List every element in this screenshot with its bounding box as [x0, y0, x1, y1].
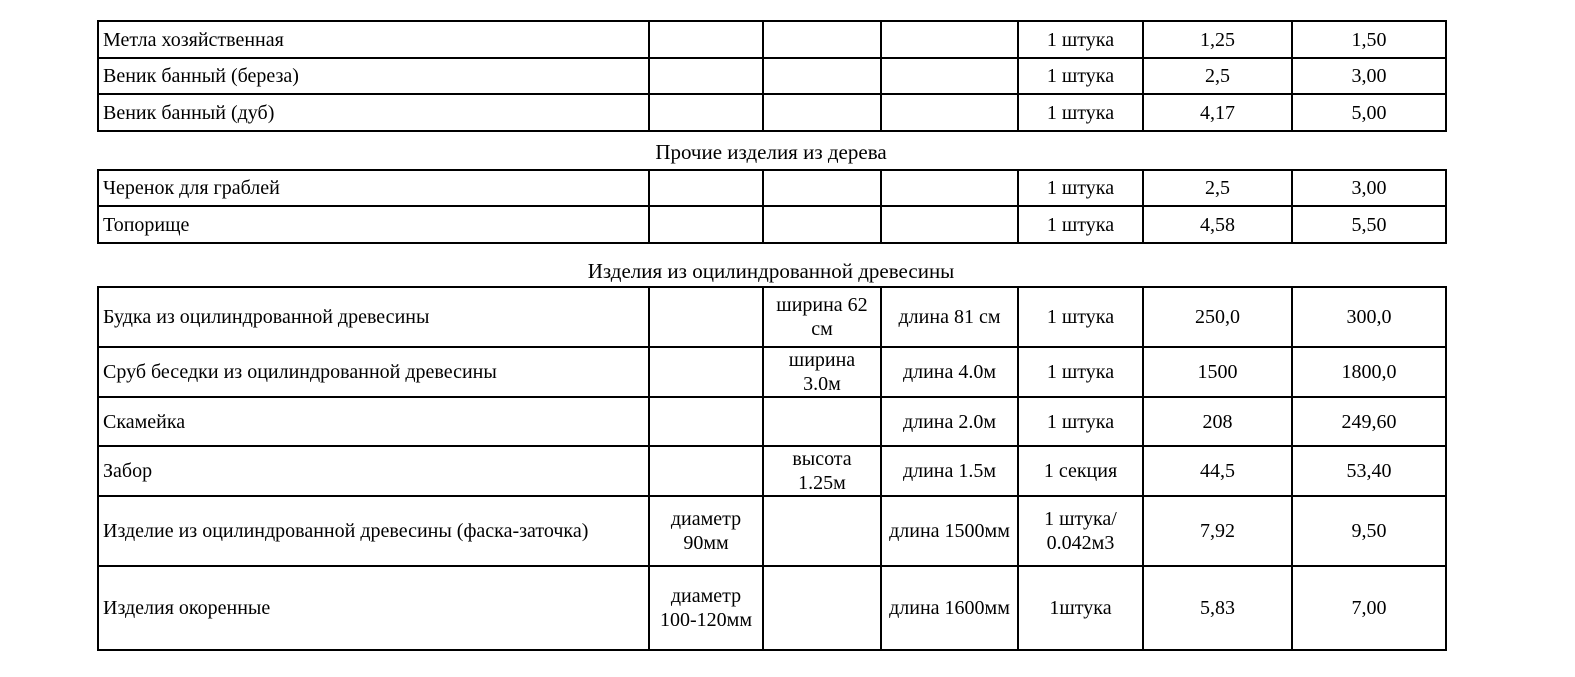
unit-cell: 1 штука	[1018, 206, 1143, 243]
length-cell: длина 2.0м	[881, 397, 1018, 446]
price-cell: 7,92	[1143, 496, 1292, 566]
length-cell	[881, 94, 1018, 131]
price-cell: 44,5	[1143, 446, 1292, 496]
diameter-cell	[649, 397, 763, 446]
length-cell: длина 1500мм	[881, 496, 1018, 566]
length-cell: длина 1.5м	[881, 446, 1018, 496]
length-cell	[881, 206, 1018, 243]
price-cell: 5,83	[1143, 566, 1292, 650]
price-with-vat-cell: 5,00	[1292, 94, 1446, 131]
price-cell: 2,5	[1143, 58, 1292, 94]
width-cell	[763, 566, 881, 650]
diameter-cell	[649, 170, 763, 206]
price-with-vat-cell: 3,00	[1292, 170, 1446, 206]
unit-cell: 1 штука	[1018, 347, 1143, 397]
width-cell	[763, 170, 881, 206]
price-with-vat-cell: 7,00	[1292, 566, 1446, 650]
table-row	[98, 206, 1446, 243]
item-name-cell: Скамейка	[98, 397, 649, 446]
item-name-cell: Метла хозяйственная	[98, 21, 649, 58]
table-row	[98, 58, 1446, 94]
diameter-cell	[649, 287, 763, 347]
price-cell: 2,5	[1143, 170, 1292, 206]
price-cell: 250,0	[1143, 287, 1292, 347]
table-row	[98, 170, 1446, 206]
item-name-cell: Топорище	[98, 206, 649, 243]
width-cell: ширина 3.0м	[763, 347, 881, 397]
table-row	[98, 397, 1446, 446]
item-name-cell: Изделие из оцилиндрованной древесины (фаска-заточка)	[98, 496, 649, 566]
width-cell	[763, 94, 881, 131]
table-brooms	[97, 20, 1445, 132]
price-with-vat-cell: 53,40	[1292, 446, 1446, 496]
width-cell	[763, 58, 881, 94]
diameter-cell	[649, 94, 763, 131]
item-name-cell: Сруб беседки из оцилиндрованной древесины	[98, 347, 649, 397]
length-cell: длина 81 см	[881, 287, 1018, 347]
table-rounded-timber	[97, 286, 1445, 651]
section-title-other-wood: Прочие изделия из дерева	[655, 140, 887, 164]
width-cell	[763, 206, 881, 243]
unit-cell: 1 секция	[1018, 446, 1143, 496]
item-name-cell: Забор	[98, 446, 649, 496]
diameter-cell: диаметр 100-120мм	[649, 566, 763, 650]
width-cell	[763, 397, 881, 446]
length-cell: длина 4.0м	[881, 347, 1018, 397]
item-name-cell: Черенок для граблей	[98, 170, 649, 206]
price-with-vat-cell: 300,0	[1292, 287, 1446, 347]
section-title-rounded-timber: Изделия из оцилиндрованной древесины	[587, 259, 955, 283]
diameter-cell	[649, 21, 763, 58]
price-with-vat-cell: 9,50	[1292, 496, 1446, 566]
diameter-cell	[649, 347, 763, 397]
item-name-cell: Веник банный (дуб)	[98, 94, 649, 131]
price-cell: 4,17	[1143, 94, 1292, 131]
price-cell: 1,25	[1143, 21, 1292, 58]
table-row	[98, 21, 1446, 58]
table-row	[98, 287, 1446, 347]
table-row	[98, 566, 1446, 650]
price-with-vat-cell: 5,50	[1292, 206, 1446, 243]
unit-cell: 1 штука	[1018, 21, 1143, 58]
table-row	[98, 347, 1446, 397]
unit-cell: 1 штука	[1018, 94, 1143, 131]
item-name-cell: Изделия окоренные	[98, 566, 649, 650]
price-with-vat-cell: 249,60	[1292, 397, 1446, 446]
diameter-cell	[649, 446, 763, 496]
price-cell: 4,58	[1143, 206, 1292, 243]
price-with-vat-cell: 1800,0	[1292, 347, 1446, 397]
width-cell	[763, 496, 881, 566]
diameter-cell	[649, 206, 763, 243]
item-name-cell: Веник банный (береза)	[98, 58, 649, 94]
price-cell: 208	[1143, 397, 1292, 446]
table-other-wood	[97, 169, 1445, 244]
table-row	[98, 496, 1446, 566]
table-row	[98, 446, 1446, 496]
price-with-vat-cell: 1,50	[1292, 21, 1446, 58]
unit-cell: 1 штука	[1018, 287, 1143, 347]
unit-cell: 1 штука	[1018, 397, 1143, 446]
price-with-vat-cell: 3,00	[1292, 58, 1446, 94]
diameter-cell	[649, 58, 763, 94]
width-cell: ширина 62 см	[763, 287, 881, 347]
unit-cell: 1 штука	[1018, 170, 1143, 206]
table-row	[98, 94, 1446, 131]
width-cell	[763, 21, 881, 58]
length-cell	[881, 21, 1018, 58]
width-cell: высота 1.25м	[763, 446, 881, 496]
length-cell: длина 1600мм	[881, 566, 1018, 650]
item-name-cell: Будка из оцилиндрованной древесины	[98, 287, 649, 347]
unit-cell: 1 штука/ 0.042м3	[1018, 496, 1143, 566]
unit-cell: 1штука	[1018, 566, 1143, 650]
length-cell	[881, 58, 1018, 94]
unit-cell: 1 штука	[1018, 58, 1143, 94]
length-cell	[881, 170, 1018, 206]
price-cell: 1500	[1143, 347, 1292, 397]
diameter-cell: диаметр 90мм	[649, 496, 763, 566]
